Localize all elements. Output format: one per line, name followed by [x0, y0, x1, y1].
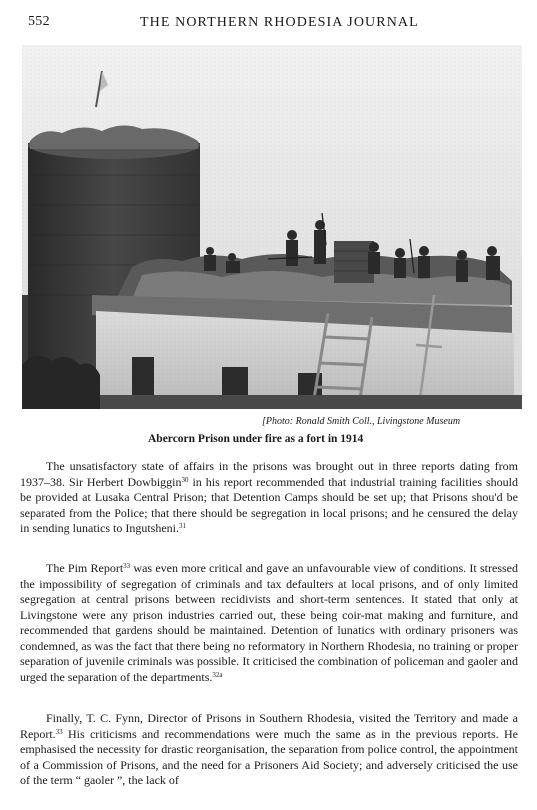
paragraph-text: Finally, T. C. Fynn, Director of Prisons in Southern Rhodesia, visited the Territory and made a Report.: [20, 711, 518, 741]
paragraph-text: His criticisms and recommendations were much the same as in the previous reports. He emphasised the necessity for drastic reorganisation, the separation from police control, the appointment of a Commission of Prisons, and the need for a Prisoners Aid Society; and adversely criticised the use of the term “ gaoler ”, the lack of: [20, 726, 518, 787]
photo-credit: [Photo: Ronald Smith Coll., Livingstone Museum: [262, 416, 461, 427]
paragraph-3: [20, 711, 518, 789]
footnote-ref: 31: [178, 522, 186, 530]
running-head: THE NORTHERN RHODESIA JOURNAL: [140, 15, 419, 30]
footnote-ref: 33: [55, 727, 63, 736]
figure-caption: Abercorn Prison under fire as a fort in 1914: [148, 433, 364, 445]
footnote-ref: 32a: [212, 670, 223, 679]
paragraph-text: was even more critical and gave an unfavourable view of conditions. It stressed the impossibility of segregation of criminals and tax defaulters at local prisons, and of only limited segregation at central prisons between recidivists and short-term sentences. It stated that only at Livingstone were any prison industries carried out, these being coir-mat making and furniture, and recommended that gardens should be maintained. Detention of lunatics with ordinary prisoners was condemned, as was the fact that there being no reformatory in Northern Rhodesia, no training or proper separation of juvenile criminals was possible. It criticised the combination of policeman and gaoler and urged the separation of the departments.: [20, 561, 518, 684]
paragraph-text: in his report recommended that industrial training facilities should be provided at Lusaka Central Prison; that Detention Camps should be set up; that Prisons shou'd be separated from the Police; that there should be segregation in local prisons; and he censured the delay in sending lunatics to Ingutsheni.: [20, 474, 518, 535]
paragraph-2: [20, 561, 518, 685]
footnote-ref: 33: [123, 562, 131, 570]
paragraph-text: The Pim Report: [46, 561, 124, 575]
historical-photograph: [22, 45, 522, 409]
footnote-ref: 30: [181, 475, 189, 484]
paragraph-text: The unsatisfactory state of affairs in the prisons was brought out in three reports dating from 1937–38. Sir Herbert Dowbiggin: [20, 459, 518, 489]
paragraph-1: [20, 459, 518, 537]
page-number: 552: [28, 14, 50, 29]
